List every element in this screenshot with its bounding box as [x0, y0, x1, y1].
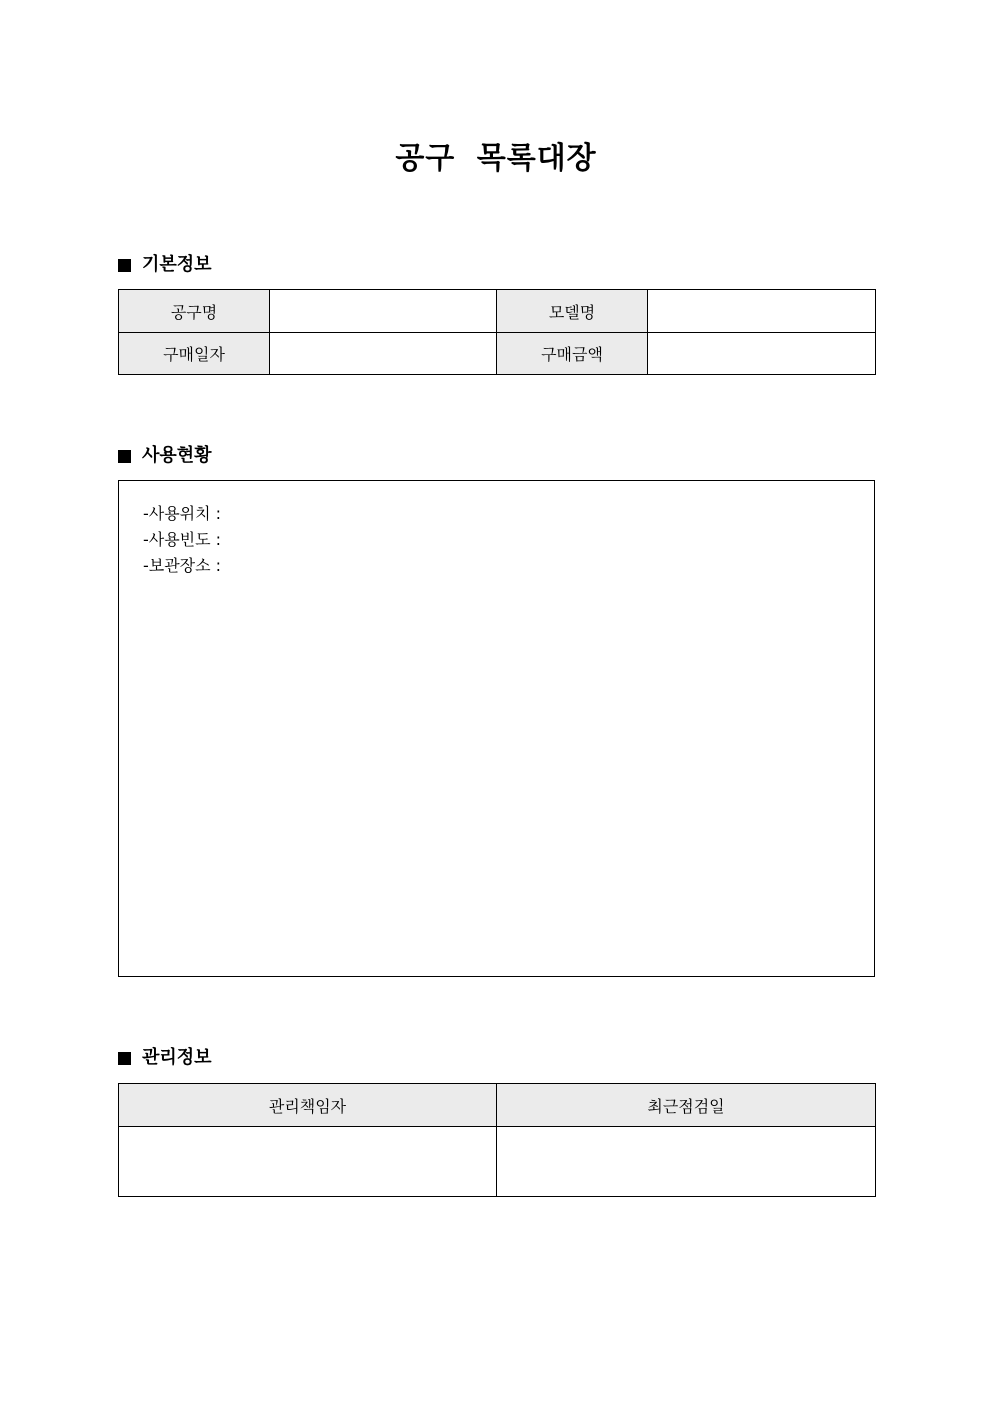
section-heading-label: 기본정보: [142, 254, 212, 275]
table-row: [119, 290, 876, 333]
model-name-label: 모델명: [497, 290, 648, 333]
section-heading-label: 관리정보: [142, 1047, 212, 1068]
usage-location-line: -사용위치 :: [143, 504, 222, 523]
table-row: [119, 1127, 876, 1197]
manager-field[interactable]: [119, 1127, 497, 1197]
basic-info-table: [118, 289, 876, 375]
usage-frequency-line: -사용빈도 :: [143, 530, 222, 549]
section-heading-basic: [118, 253, 212, 277]
model-name-field[interactable]: [648, 290, 876, 333]
section-heading-usage: [118, 444, 212, 468]
square-bullet-icon: [118, 259, 131, 272]
manager-label: 관리책임자: [119, 1084, 497, 1127]
last-inspection-field[interactable]: [497, 1127, 876, 1197]
usage-lines: [143, 501, 221, 579]
management-info-table: [118, 1083, 876, 1197]
square-bullet-icon: [118, 1052, 131, 1065]
tool-name-field[interactable]: [270, 290, 497, 333]
page-title: 공구 목록대장: [395, 141, 597, 176]
section-heading-management: [118, 1046, 212, 1070]
purchase-date-field[interactable]: [270, 333, 497, 375]
purchase-amount-label: 구매금액: [497, 333, 648, 375]
last-inspection-label: 최근점검일: [497, 1084, 876, 1127]
table-row: [119, 333, 876, 375]
purchase-date-label: 구매일자: [119, 333, 270, 375]
purchase-amount-field[interactable]: [648, 333, 876, 375]
storage-location-line: -보관장소 :: [143, 556, 222, 575]
section-heading-label: 사용현황: [142, 445, 212, 466]
tool-name-label: 공구명: [119, 290, 270, 333]
square-bullet-icon: [118, 450, 131, 463]
usage-status-box[interactable]: [118, 480, 875, 977]
table-row: [119, 1084, 876, 1127]
